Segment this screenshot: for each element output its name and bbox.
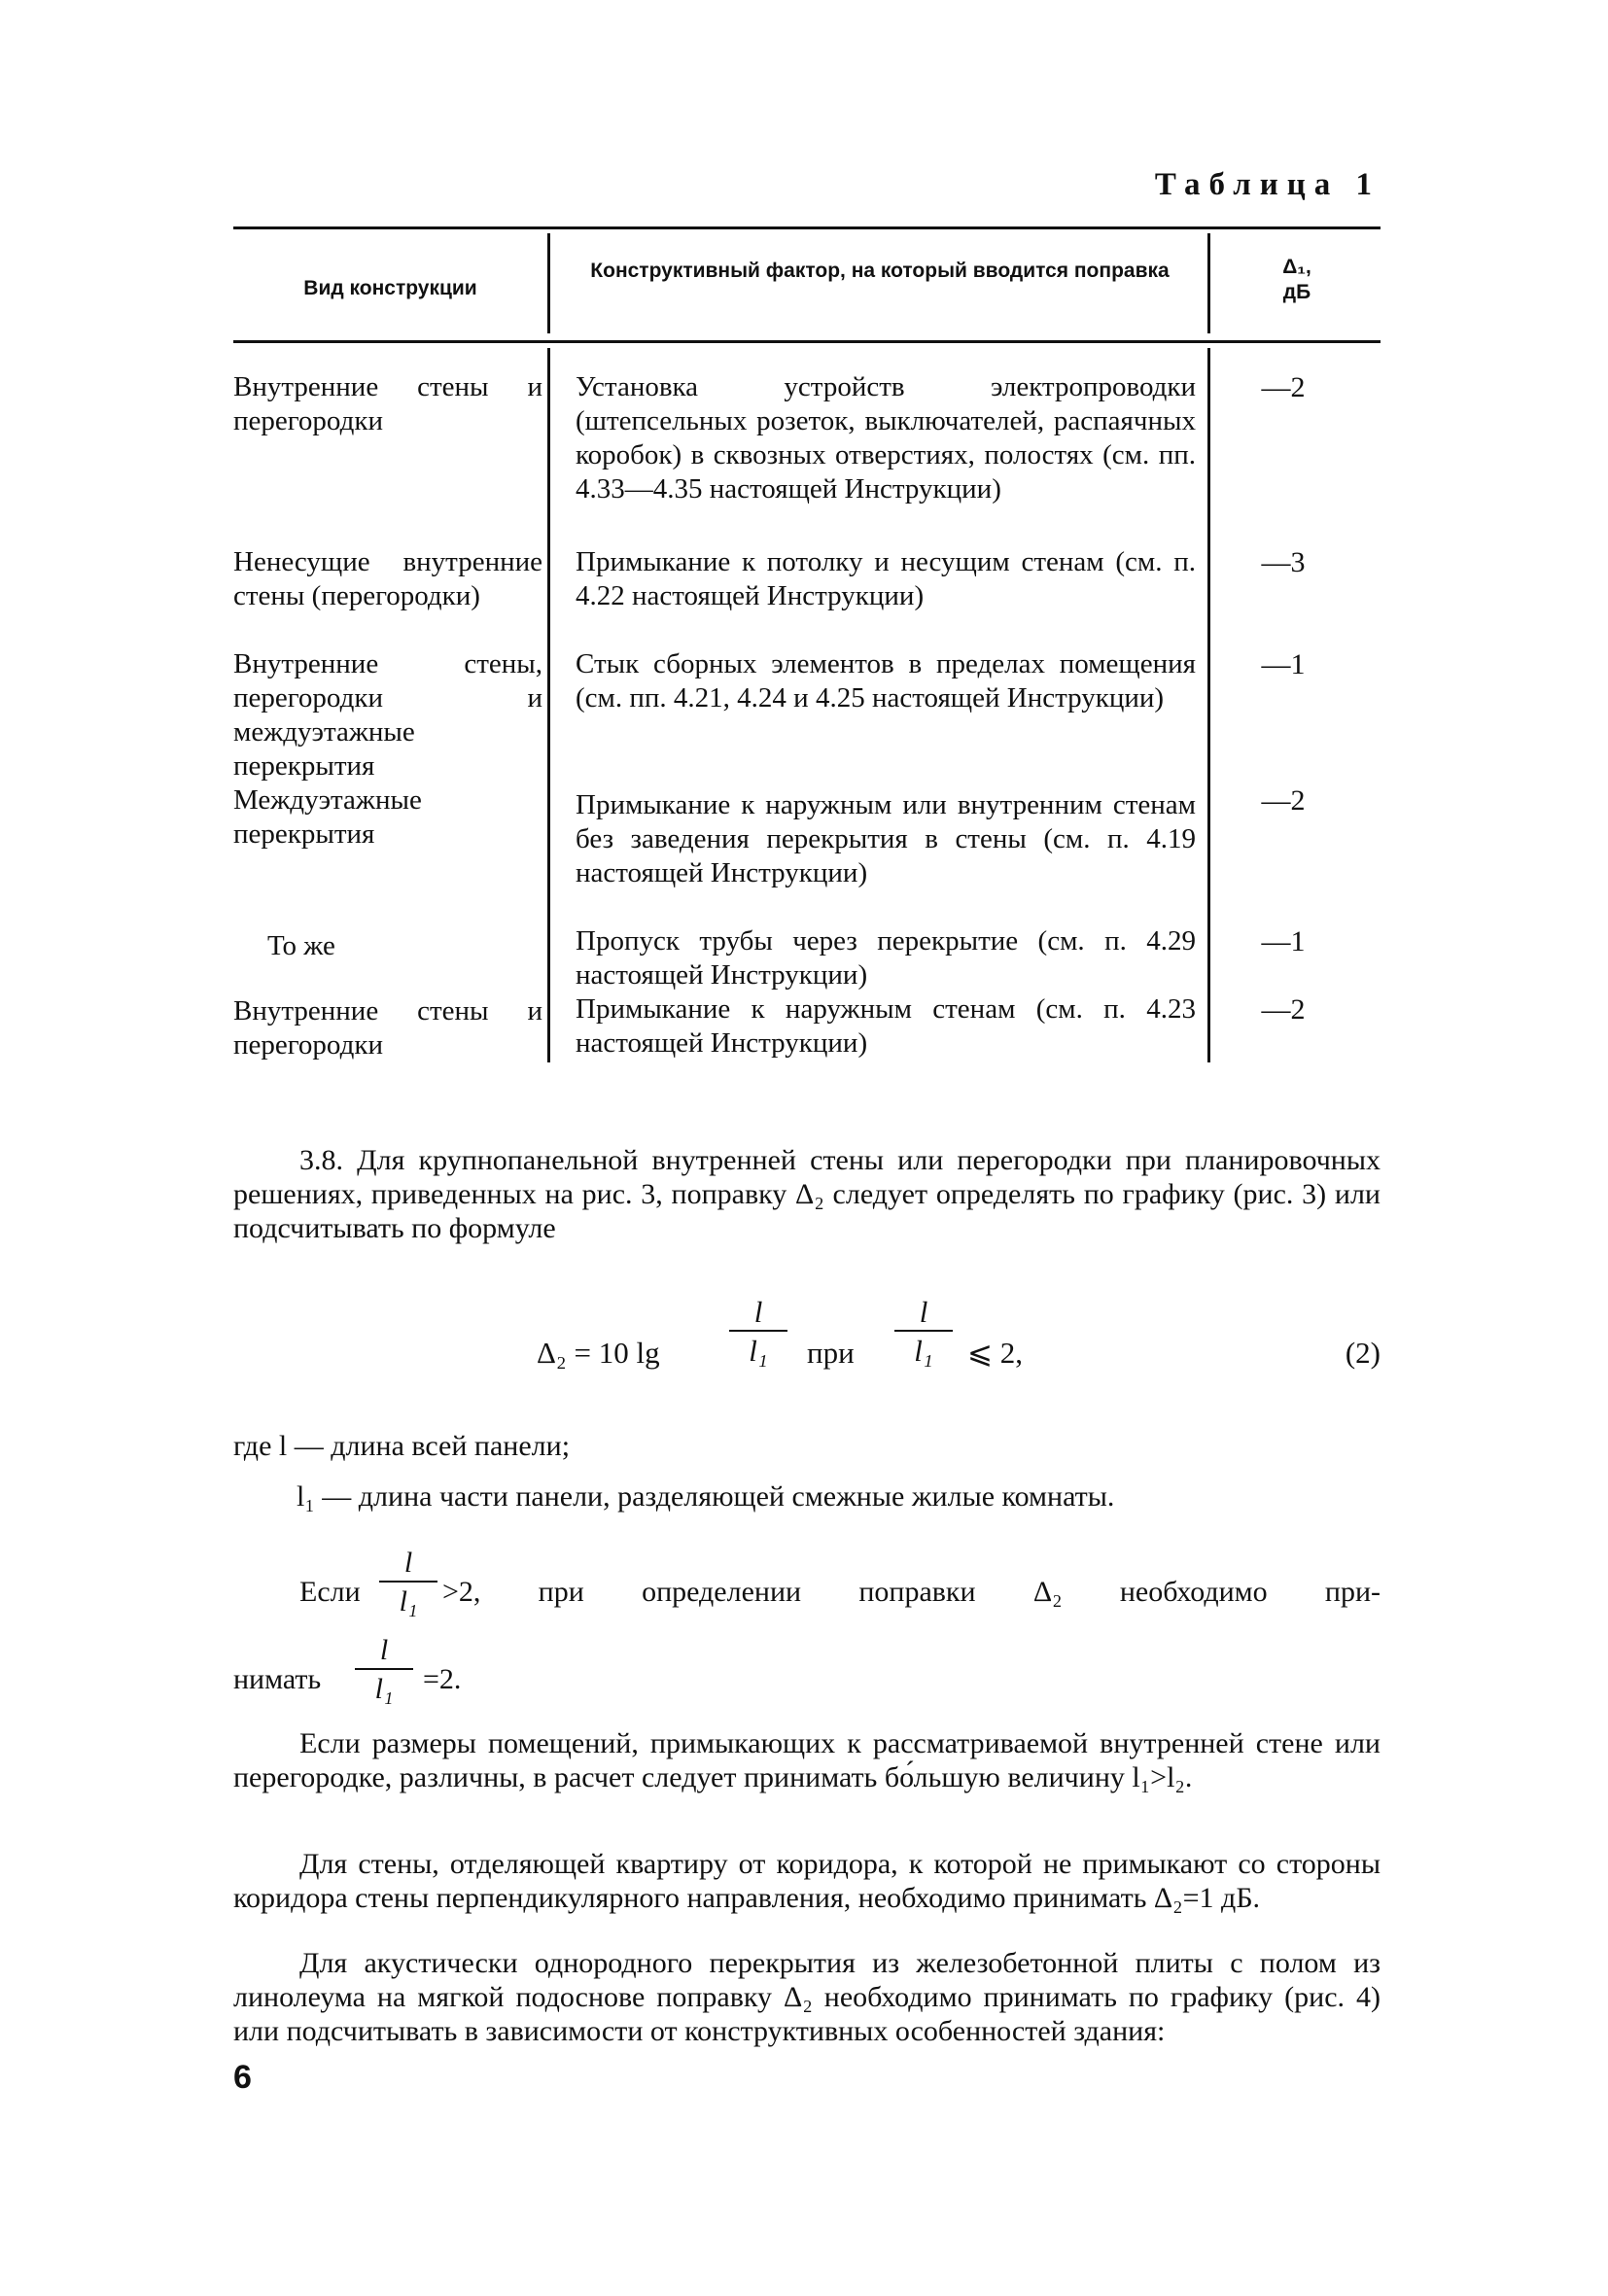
- take-tail: =2.: [423, 1663, 462, 1695]
- paragraph-corridor: Для стены, отделяющей квартиру от коридора, к которой не примыкают со стороны коридора стены перпендикулярного направления, необходимо принимать Δ₂=1 дБ.: [233, 1848, 1381, 1914]
- formula-number: (2): [1345, 1336, 1381, 1370]
- paragraph-floor: Для акустически однородного перекрытия из железобетонной плиты с полом из линолеума на мягкой подоснове поправку Δ₂ необходимо принимать по графику (рис. 4) или подсчитывать в зависимости от конструктивных особенностей здания:: [233, 1947, 1381, 2047]
- formula-2: [233, 1295, 1381, 1411]
- table-row-6-value: —2: [1261, 993, 1306, 1026]
- formula-condition-tail: ⩽ 2,: [967, 1336, 1023, 1370]
- table-row-1-type: Внутренние стены и перегородки: [233, 371, 542, 436]
- table-row-2-factor: Примыкание к потолку и несущим стенам (см. п. 4.22 настоящей Инструкции): [576, 546, 1196, 611]
- condition-line-fraction: [379, 1546, 437, 1621]
- formula-condition-word: при: [807, 1336, 855, 1370]
- table-row-3-value: —1: [1261, 648, 1306, 680]
- condition-numerator: l: [919, 1295, 928, 1329]
- header-delta-unit: дБ: [1282, 281, 1311, 303]
- paragraph-3-8: 3.8. Для крупнопанельной внутренней стены или перегородки при планировочных решениях, приведенных на рис. 3, поправку Δ₂ следует определять по графику (рис. 3) или подсчитывать по формуле: [233, 1144, 1381, 1244]
- take-start: нимать: [233, 1663, 322, 1695]
- table-row-3-type: Внутренние стены, перегородки и междуэтажные перекрытия: [233, 648, 542, 782]
- header-construction-type: Вид конструкции: [303, 277, 477, 299]
- condition-if: Если: [299, 1576, 361, 1608]
- table-row-4-value: —2: [1261, 784, 1306, 817]
- condition-denominator: l₁: [914, 1334, 933, 1368]
- condition-fraction: [894, 1295, 953, 1371]
- table-row-1-factor: Установка устройств электропроводки (штепсельных розеток, выключателей, распаячных коробок) в сквозных отверстиях, полостях (см. пп. 4.33—4.35 настоящей Инструкции): [576, 371, 1196, 504]
- header-delta: [1213, 255, 1381, 305]
- column-divider: [547, 233, 550, 333]
- table-row-4-factor: Примыкание к наружным или внутренним стенам без заведения перекрытия в стены (см. п. 4.19 настоящей Инструкции): [576, 789, 1196, 888]
- table-row-5-factor: Пропуск трубы через перекрытие (см. п. 4.29 настоящей Инструкции): [576, 925, 1196, 991]
- condition-line-numerator: l: [403, 1547, 413, 1579]
- formula-denominator: l₁: [749, 1334, 768, 1368]
- table-row-2-value: —3: [1261, 546, 1306, 578]
- table-row-1-value: —2: [1261, 371, 1306, 403]
- table-row-2-type: Ненесущие внутренние стены (перегородки): [233, 546, 542, 611]
- formula-lhs: Δ₂ = 10 lg: [537, 1336, 660, 1370]
- table-top-rule: [233, 226, 1381, 229]
- table-row-5-type: То же: [267, 930, 335, 961]
- table-row-4-type: Междуэтажные перекрытия: [233, 784, 422, 850]
- take-numerator: l: [379, 1634, 389, 1666]
- table-row-5-value: —1: [1261, 925, 1306, 957]
- column-divider: [1207, 348, 1210, 1062]
- condition-line: [233, 1546, 1381, 1633]
- correction-table: [233, 222, 1381, 1077]
- table-header-rule: [233, 340, 1381, 343]
- formula-fraction: [729, 1295, 787, 1371]
- formula-numerator: l: [753, 1295, 763, 1329]
- column-divider: [1207, 233, 1210, 333]
- condition-tail: >2, при определении поправки Δ₂ необходимо при-: [442, 1576, 1381, 1608]
- table-caption: Таблица 1: [1154, 167, 1381, 202]
- where-l: где l — длина всей панели;: [233, 1430, 571, 1462]
- table-row-6-factor: Примыкание к наружным стенам (см. п. 4.23 настоящей Инструкции): [576, 993, 1196, 1059]
- where-l1: l₁ — длина части панели, разделяющей смежные жилые комнаты.: [297, 1480, 1115, 1513]
- condition-line-denominator: l₁: [399, 1585, 418, 1618]
- header-delta-symbol: Δ₁,: [1282, 256, 1311, 278]
- take-fraction: [355, 1633, 413, 1709]
- table-row-6-type: Внутренние стены и перегородки: [233, 995, 542, 1061]
- table-row-3-factor: Стык сборных элементов в пределах помещения (см. пп. 4.21, 4.24 и 4.25 настоящей Инструкции): [576, 648, 1196, 713]
- page-number: 6: [233, 2059, 252, 2096]
- column-divider: [547, 348, 550, 1062]
- take-denominator: l₁: [374, 1673, 394, 1705]
- header-constructive-factor: Конструктивный фактор, на который вводится поправка: [590, 260, 1170, 282]
- take-line: [233, 1633, 1381, 1721]
- paragraph-sizes: Если размеры помещений, примыкающих к рассматриваемой внутренней стене или перегородке, различны, в расчет следует принимать бо́льшую величину l₁>l₂.: [233, 1727, 1381, 1793]
